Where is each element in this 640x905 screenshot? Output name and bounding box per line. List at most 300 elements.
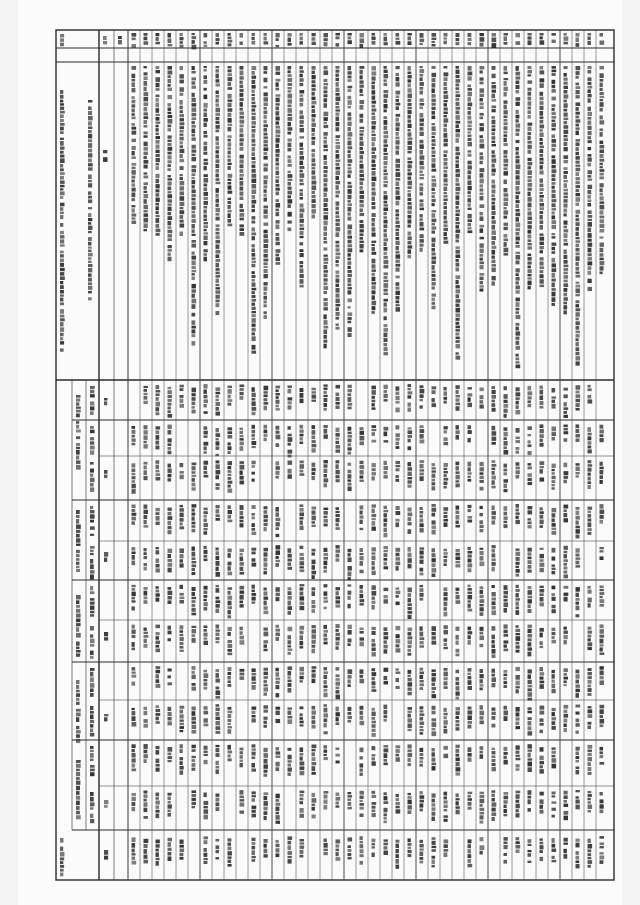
row-org-name bbox=[264, 128, 268, 132]
row-org-name bbox=[564, 192, 568, 194]
row-value-bold bbox=[444, 713, 448, 716]
row-org-name bbox=[564, 171, 568, 174]
row-org-name bbox=[252, 179, 257, 184]
row-value-bold bbox=[228, 606, 233, 609]
row-value-bold bbox=[228, 672, 232, 675]
row-org-name bbox=[300, 249, 304, 252]
row-value-bold bbox=[384, 821, 387, 824]
row-org-name bbox=[564, 243, 569, 246]
row-value bbox=[372, 591, 377, 596]
row-value-bold bbox=[384, 627, 388, 631]
row-value-bold bbox=[444, 507, 449, 511]
row-org-name bbox=[456, 98, 460, 101]
row-value bbox=[564, 838, 568, 842]
row-org-name bbox=[168, 181, 172, 185]
row-value bbox=[204, 679, 208, 682]
row-org-name bbox=[288, 66, 292, 69]
header-unit bbox=[90, 724, 93, 728]
row-org-name bbox=[564, 147, 568, 151]
row-value bbox=[264, 563, 268, 567]
row-value bbox=[516, 667, 520, 671]
row-value-bold bbox=[240, 523, 244, 527]
row-org-name bbox=[168, 95, 173, 99]
row-value bbox=[156, 516, 160, 521]
header-group-heat bbox=[76, 525, 81, 529]
row-value bbox=[468, 387, 473, 389]
row-org-name-bold bbox=[240, 81, 243, 84]
row-value bbox=[504, 479, 509, 483]
row-value bbox=[204, 801, 209, 805]
row-org-name bbox=[360, 85, 364, 88]
row-value bbox=[312, 400, 316, 402]
row-org-name bbox=[540, 117, 544, 119]
row-org-name bbox=[252, 113, 256, 116]
row-org-name bbox=[420, 132, 424, 136]
row-value bbox=[600, 799, 604, 803]
row-number bbox=[192, 45, 197, 50]
row-value bbox=[216, 604, 220, 608]
row-org-name bbox=[324, 340, 328, 343]
row-org-name bbox=[456, 84, 460, 87]
row-value bbox=[324, 508, 329, 511]
row-value bbox=[396, 557, 401, 560]
row-value-bold bbox=[444, 716, 447, 719]
row-value bbox=[312, 716, 316, 720]
row-value bbox=[132, 426, 136, 429]
row-value bbox=[588, 857, 592, 859]
row-value bbox=[360, 748, 364, 753]
row-value bbox=[408, 435, 413, 438]
row-org-name bbox=[276, 88, 280, 91]
row-org-name-bold bbox=[240, 120, 245, 124]
row-value bbox=[348, 557, 352, 562]
row-value bbox=[216, 673, 220, 678]
row-value bbox=[372, 708, 376, 711]
row-value bbox=[492, 442, 496, 445]
row-value bbox=[492, 553, 496, 557]
row-org-name bbox=[504, 119, 508, 122]
row-value bbox=[324, 425, 328, 428]
row-org-name bbox=[564, 283, 569, 287]
row-value bbox=[372, 561, 375, 565]
row-org-name bbox=[540, 195, 544, 198]
row-value bbox=[432, 807, 436, 810]
row-org-name bbox=[324, 161, 328, 165]
row-value bbox=[276, 587, 280, 592]
row-value bbox=[312, 549, 316, 552]
row-value-bold bbox=[240, 669, 245, 672]
row-org-name-bold bbox=[240, 192, 244, 196]
row-value bbox=[432, 467, 436, 469]
row-value bbox=[600, 639, 604, 644]
row-org-name bbox=[492, 250, 496, 255]
row-value bbox=[156, 441, 160, 445]
row-org-name bbox=[576, 168, 581, 172]
row-value bbox=[396, 479, 400, 482]
row-org-name bbox=[420, 107, 424, 110]
row-value bbox=[156, 750, 160, 755]
row-org-name bbox=[312, 128, 315, 132]
row-org-name bbox=[348, 225, 353, 230]
row-value-bold bbox=[552, 427, 557, 432]
row-value bbox=[516, 607, 520, 610]
row-value bbox=[576, 587, 580, 592]
row-org-name bbox=[348, 312, 353, 316]
row-value bbox=[324, 460, 328, 463]
row-value bbox=[600, 671, 604, 676]
row-value bbox=[600, 852, 604, 854]
row-value bbox=[564, 394, 568, 398]
row-org-name bbox=[528, 212, 532, 216]
row-org-name bbox=[468, 107, 472, 110]
row-org-name bbox=[432, 271, 436, 273]
row-org-name bbox=[216, 263, 220, 268]
row-value bbox=[252, 505, 256, 509]
row-org-name-bold bbox=[240, 155, 244, 159]
row-value bbox=[576, 614, 580, 617]
row-org-name bbox=[432, 192, 436, 194]
row-value bbox=[288, 719, 293, 724]
row-org-name-bold bbox=[384, 173, 388, 175]
row-org-name bbox=[408, 177, 412, 180]
row-value-bold bbox=[444, 612, 448, 617]
row-value bbox=[204, 475, 209, 478]
row-value bbox=[468, 725, 472, 729]
row-value bbox=[576, 521, 579, 525]
row-value bbox=[324, 524, 328, 527]
row-value bbox=[540, 439, 543, 442]
row-value-bold bbox=[552, 751, 556, 754]
row-value bbox=[588, 395, 592, 399]
header-org-name bbox=[60, 90, 63, 94]
row-number bbox=[324, 38, 328, 41]
row-value bbox=[132, 753, 136, 758]
row-value bbox=[468, 516, 473, 519]
row-value-bold bbox=[240, 811, 245, 814]
row-org-name bbox=[204, 166, 207, 170]
row-value bbox=[192, 504, 197, 507]
row-org-name bbox=[180, 87, 184, 92]
row-number bbox=[456, 38, 460, 41]
row-org-name bbox=[252, 161, 256, 164]
row-value bbox=[180, 714, 184, 718]
header-group-electricity bbox=[76, 403, 79, 406]
row-value bbox=[204, 446, 207, 450]
row-value bbox=[540, 589, 545, 593]
row-value bbox=[180, 706, 185, 709]
row-org-name bbox=[216, 178, 220, 181]
row-org-name bbox=[312, 101, 317, 105]
row-value bbox=[276, 681, 280, 684]
row-value bbox=[144, 644, 148, 648]
row-org-name bbox=[348, 287, 352, 289]
row-value bbox=[276, 707, 281, 710]
header-unit bbox=[90, 534, 94, 536]
row-org-name bbox=[504, 253, 509, 255]
row-value bbox=[600, 550, 604, 552]
header-total bbox=[60, 852, 64, 857]
row-org-name bbox=[336, 171, 341, 176]
row-value bbox=[492, 386, 496, 389]
row-org-name bbox=[504, 66, 508, 71]
row-org-name bbox=[132, 208, 135, 212]
row-value bbox=[168, 516, 173, 520]
row-number bbox=[240, 42, 243, 45]
row-org-name bbox=[588, 136, 592, 139]
row-value bbox=[360, 515, 364, 518]
row-value bbox=[132, 435, 135, 438]
row-value bbox=[300, 676, 304, 680]
row-number bbox=[396, 33, 400, 37]
row-org-name bbox=[504, 248, 509, 253]
row-org-name-bold bbox=[552, 233, 556, 235]
row-value-bold bbox=[444, 668, 448, 671]
row-value-bold bbox=[228, 680, 231, 683]
row-org-name bbox=[324, 117, 328, 121]
header-org-name bbox=[88, 153, 92, 157]
row-number bbox=[588, 33, 592, 36]
row-org-name bbox=[348, 132, 353, 137]
row-value bbox=[288, 648, 293, 651]
header-org-name bbox=[60, 231, 64, 234]
row-value bbox=[192, 587, 196, 591]
row-value bbox=[156, 709, 161, 712]
row-org-name-bold bbox=[384, 256, 388, 259]
row-org-name bbox=[420, 113, 424, 118]
row-value bbox=[336, 802, 339, 805]
row-org-name bbox=[576, 253, 580, 256]
header-org-name bbox=[60, 203, 65, 207]
row-org-name bbox=[432, 278, 436, 281]
row-org-name bbox=[204, 236, 208, 241]
row-org-name bbox=[492, 220, 496, 224]
row-org-name bbox=[348, 127, 352, 131]
header-group-heat bbox=[76, 538, 80, 542]
row-value bbox=[432, 474, 436, 478]
row-org-name bbox=[456, 332, 460, 335]
row-org-name bbox=[516, 232, 520, 236]
row-value bbox=[372, 631, 376, 635]
row-org-name bbox=[516, 298, 520, 302]
row-org-name bbox=[600, 236, 604, 238]
row-value bbox=[300, 753, 304, 756]
row-org-name bbox=[264, 209, 268, 214]
row-value-bold bbox=[444, 587, 448, 591]
row-number bbox=[228, 40, 233, 43]
row-value bbox=[312, 436, 316, 440]
row-org-name bbox=[408, 88, 412, 92]
row-value bbox=[348, 432, 352, 435]
row-value bbox=[252, 763, 256, 768]
row-org-name bbox=[540, 220, 544, 224]
row-org-name bbox=[456, 222, 460, 224]
row-org-name bbox=[168, 234, 173, 237]
row-value bbox=[204, 595, 208, 598]
row-value bbox=[516, 574, 520, 577]
row-value bbox=[276, 672, 280, 677]
row-org-name bbox=[420, 171, 423, 174]
row-value bbox=[132, 513, 137, 516]
row-value bbox=[408, 810, 412, 814]
row-value bbox=[288, 461, 293, 465]
row-value bbox=[204, 848, 207, 852]
row-value bbox=[600, 755, 604, 758]
row-org-name bbox=[324, 145, 328, 148]
row-org-name-bold bbox=[384, 333, 388, 338]
row-org-name bbox=[336, 66, 340, 69]
row-value bbox=[480, 506, 483, 509]
row-value bbox=[324, 713, 329, 717]
row-value-bold bbox=[228, 596, 233, 600]
row-value bbox=[372, 757, 376, 760]
row-org-name bbox=[360, 233, 364, 236]
row-org-name-bold bbox=[552, 303, 556, 306]
row-number bbox=[384, 33, 387, 36]
row-org-name bbox=[372, 202, 376, 205]
row-org-name bbox=[600, 219, 605, 223]
row-value bbox=[264, 510, 268, 514]
row-value bbox=[180, 563, 184, 567]
row-org-name bbox=[372, 121, 377, 125]
row-value bbox=[192, 487, 196, 490]
row-org-name bbox=[252, 71, 255, 75]
row-org-name bbox=[348, 154, 351, 158]
row-value bbox=[408, 711, 412, 713]
row-value bbox=[396, 591, 401, 595]
row-value bbox=[420, 672, 425, 675]
row-org-name bbox=[456, 124, 459, 128]
row-org-name bbox=[360, 119, 364, 123]
header-unit bbox=[90, 651, 94, 655]
row-value-bold bbox=[444, 643, 448, 646]
row-value bbox=[564, 471, 569, 475]
row-value bbox=[324, 731, 328, 734]
row-org-name bbox=[492, 225, 496, 230]
row-org-name bbox=[540, 111, 544, 116]
row-value bbox=[396, 854, 399, 858]
row-org-name bbox=[216, 287, 221, 289]
row-value bbox=[312, 468, 316, 472]
row-value bbox=[576, 839, 580, 842]
row-value bbox=[252, 748, 256, 750]
row-org-name bbox=[288, 221, 292, 224]
row-org-name bbox=[300, 219, 304, 223]
row-org-name bbox=[600, 88, 603, 91]
row-value bbox=[396, 446, 400, 449]
row-org-name bbox=[168, 160, 172, 163]
row-org-name bbox=[348, 141, 352, 146]
row-org-name bbox=[204, 187, 208, 191]
row-value bbox=[216, 717, 220, 720]
row-value bbox=[336, 646, 339, 649]
row-value bbox=[540, 406, 544, 408]
row-value bbox=[180, 399, 184, 403]
row-value bbox=[468, 676, 472, 679]
header-org-name bbox=[88, 291, 92, 294]
row-org-name bbox=[192, 71, 196, 74]
row-org-name bbox=[588, 86, 593, 89]
row-org-name bbox=[420, 161, 424, 166]
header-org-name bbox=[60, 251, 64, 254]
row-value bbox=[564, 546, 568, 550]
row-value bbox=[540, 568, 544, 572]
row-value bbox=[132, 744, 136, 748]
row-org-name bbox=[564, 220, 568, 224]
row-org-name bbox=[300, 83, 304, 86]
row-org-name bbox=[252, 66, 257, 70]
row-value bbox=[180, 597, 185, 600]
row-value bbox=[420, 753, 424, 756]
row-org-name bbox=[372, 105, 376, 108]
row-value bbox=[600, 475, 604, 479]
row-value bbox=[180, 723, 184, 726]
row-value bbox=[264, 628, 268, 631]
row-org-name bbox=[132, 100, 136, 104]
row-value bbox=[156, 508, 160, 511]
row-value bbox=[180, 650, 184, 652]
row-value bbox=[504, 469, 508, 472]
row-org-name bbox=[180, 106, 183, 110]
row-value bbox=[336, 690, 340, 694]
row-org-name bbox=[300, 269, 304, 274]
header-group-cold-water bbox=[76, 680, 80, 684]
row-org-name bbox=[480, 196, 484, 201]
row-value bbox=[468, 795, 471, 797]
row-value bbox=[264, 759, 268, 764]
row-value bbox=[528, 853, 532, 857]
row-value bbox=[204, 471, 208, 474]
row-org-name bbox=[504, 122, 508, 125]
header-org-name bbox=[88, 163, 93, 166]
row-value bbox=[300, 713, 303, 716]
row-value bbox=[408, 640, 413, 644]
row-value-bold bbox=[444, 839, 449, 843]
row-value bbox=[180, 770, 184, 774]
row-value-bold bbox=[552, 838, 555, 843]
row-org-name bbox=[504, 159, 509, 163]
row-value bbox=[336, 402, 340, 405]
row-org-name bbox=[480, 254, 484, 257]
row-number bbox=[132, 38, 136, 41]
row-org-name-bold bbox=[240, 102, 243, 107]
row-org-name bbox=[216, 142, 220, 146]
row-value-bold bbox=[228, 395, 231, 399]
row-org-name bbox=[336, 299, 340, 304]
row-org-name bbox=[576, 83, 580, 86]
row-value bbox=[192, 483, 196, 487]
row-value bbox=[360, 711, 363, 715]
row-org-name bbox=[432, 169, 437, 172]
row-org-name bbox=[528, 107, 532, 110]
row-number bbox=[600, 33, 604, 37]
row-value bbox=[360, 436, 365, 441]
row-number bbox=[564, 37, 569, 41]
row-org-name-bold bbox=[384, 283, 389, 288]
row-value bbox=[168, 793, 172, 796]
row-value bbox=[504, 814, 508, 816]
row-value bbox=[348, 795, 353, 797]
row-org-name bbox=[576, 76, 579, 79]
row-org-name bbox=[528, 110, 532, 114]
row-value bbox=[372, 802, 377, 805]
row-value-bold bbox=[552, 726, 556, 730]
row-org-name-bold bbox=[228, 142, 232, 146]
row-value bbox=[324, 566, 327, 569]
row-value-bold bbox=[552, 565, 556, 567]
row-value bbox=[588, 709, 593, 713]
row-value bbox=[468, 798, 473, 801]
row-value bbox=[516, 440, 521, 443]
